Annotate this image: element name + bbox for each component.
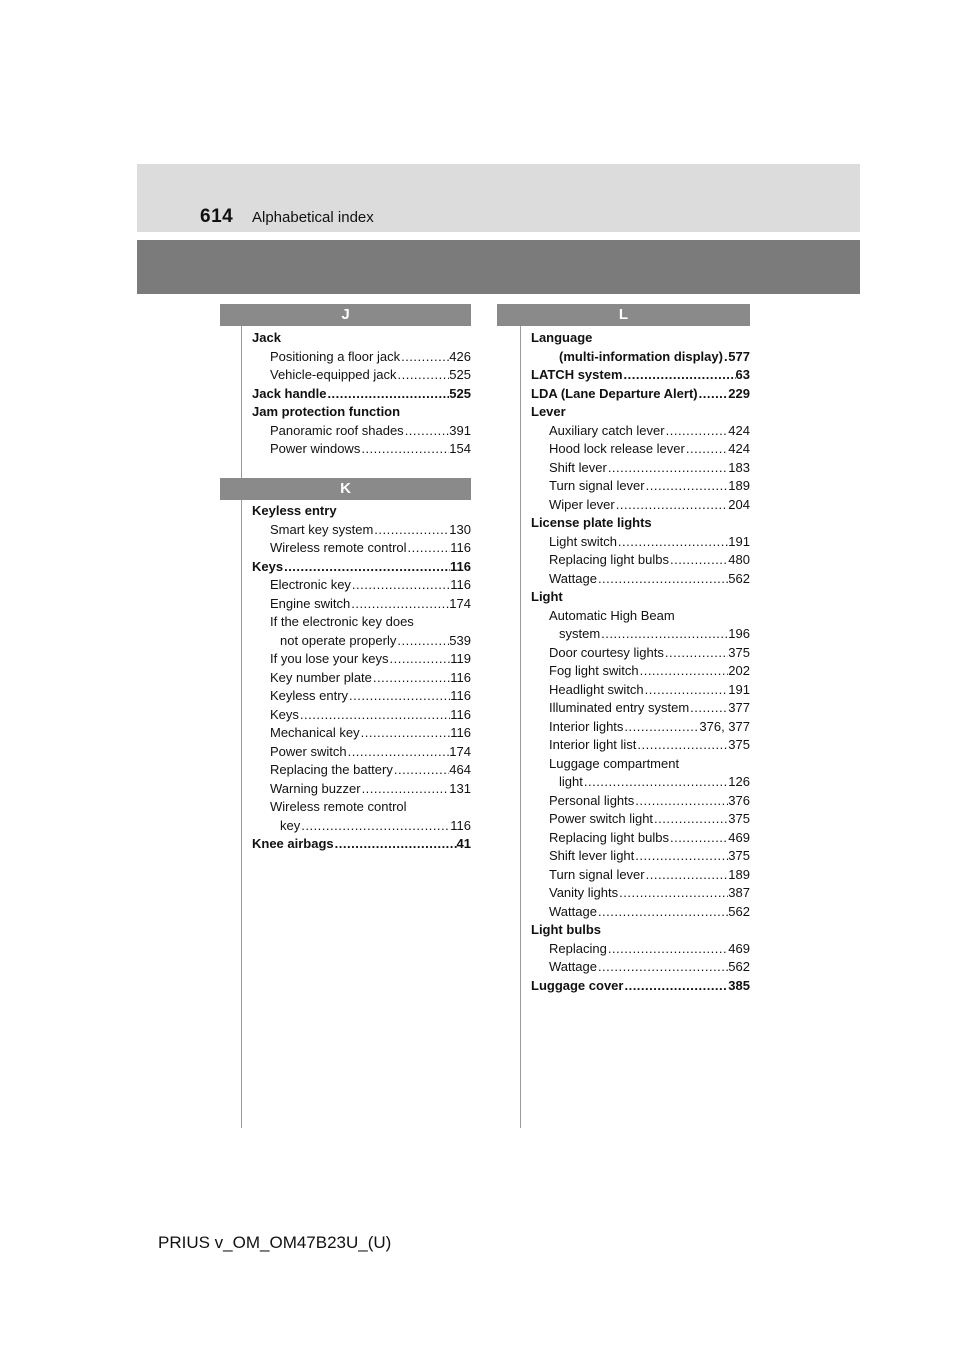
dot-leader	[689, 699, 728, 718]
page-reference: 426	[449, 348, 471, 364]
index-subentry	[531, 736, 750, 755]
entry-label: Illuminated entry system	[549, 700, 690, 715]
index-subentry	[531, 884, 750, 903]
index-subentry	[531, 551, 750, 570]
index-entry	[252, 835, 471, 854]
entry-label: Turn signal lever	[549, 866, 645, 882]
index-subentry	[252, 348, 471, 367]
index-subheading: Wireless remote control	[270, 799, 407, 814]
page-reference: 174	[449, 595, 471, 611]
index-subentry	[252, 539, 471, 558]
page-reference: 130	[449, 521, 471, 537]
page-reference: 63	[735, 367, 750, 382]
entry-label: Power windows	[270, 441, 361, 456]
index-subentry	[531, 792, 750, 811]
index-heading: Jam protection function	[252, 404, 401, 419]
entry-label: Interior light list	[549, 737, 637, 752]
entry-label: Auxiliary catch lever	[549, 422, 665, 438]
page-reference: 464	[449, 762, 471, 777]
index-subentry	[531, 699, 750, 718]
index-subentry	[252, 366, 471, 385]
entry-label: Turn signal lever	[549, 478, 645, 493]
page-number: 614	[200, 206, 234, 227]
index-subentry	[531, 810, 750, 829]
dot-leader	[623, 718, 699, 737]
dot-leader	[685, 440, 728, 459]
index-entry	[531, 366, 750, 385]
entry-label: Smart key system	[270, 521, 374, 537]
index-subentry	[252, 817, 471, 836]
page-reference: 391	[449, 422, 471, 438]
index-subentry	[531, 940, 750, 959]
index-subentry	[531, 496, 750, 515]
entry-label: Wattage	[549, 959, 597, 974]
index-subentry	[252, 632, 471, 651]
section-header-k: K	[220, 478, 471, 500]
page-reference: 469	[728, 940, 750, 956]
index-subentry	[252, 422, 471, 441]
dot-leader	[597, 570, 728, 589]
dot-leader	[636, 736, 728, 755]
entry-label: Key number plate	[270, 669, 372, 685]
dot-leader	[283, 558, 450, 577]
index-subentry	[252, 576, 471, 595]
page-reference: 154	[449, 441, 471, 456]
index-entry	[252, 385, 471, 404]
index-subentry	[252, 595, 471, 614]
entry-label: Keys	[252, 558, 284, 574]
entry-label: Shift lever light	[549, 848, 635, 863]
page-reference: 385	[728, 977, 750, 993]
dot-leader	[404, 422, 450, 441]
index-subentry	[531, 477, 750, 496]
index-subentry	[531, 440, 750, 459]
index-subentry	[252, 743, 471, 762]
dot-leader	[583, 773, 728, 792]
page-reference: 116	[450, 688, 471, 703]
entry-label: system	[559, 626, 601, 641]
index-subentry	[252, 706, 471, 725]
index-section-k	[252, 502, 471, 854]
page-reference: 116	[450, 817, 471, 833]
index-subentry	[252, 724, 471, 743]
dot-leader	[299, 706, 450, 725]
entry-label: Knee airbags	[252, 836, 334, 851]
index-subentry	[531, 866, 750, 885]
page-reference: 189	[728, 478, 750, 493]
index-subentry	[252, 521, 471, 540]
entry-label: not operate properly	[280, 632, 397, 648]
index-subheading: If the electronic key does	[270, 614, 414, 629]
page-reference: 375	[728, 811, 750, 826]
index-subentry	[531, 847, 750, 866]
index-subentry	[531, 829, 750, 848]
index-subentry	[531, 662, 750, 681]
page-reference: 191	[728, 681, 750, 697]
entry-label: Replacing the battery	[270, 762, 393, 777]
entry-label: Jack handle	[252, 385, 327, 401]
dot-leader	[653, 810, 728, 829]
dot-leader	[634, 792, 728, 811]
dot-leader	[347, 743, 450, 762]
header-band	[137, 164, 860, 232]
dot-leader	[348, 687, 450, 706]
page-reference: 480	[728, 552, 750, 567]
column-rule-left	[241, 318, 242, 1128]
dot-leader	[393, 761, 449, 780]
dot-leader	[665, 422, 729, 441]
entry-label: Wireless remote control	[270, 540, 407, 555]
entry-label: Vehicle-equipped jack	[270, 367, 397, 382]
index-entry	[252, 558, 471, 577]
entry-label: Positioning a floor jack	[270, 348, 401, 364]
entry-label: Keyless entry	[270, 688, 349, 703]
entry-label: Electronic key	[270, 577, 351, 592]
page-reference: 204	[728, 496, 750, 512]
page-title: Alphabetical index	[252, 209, 374, 226]
index-subentry	[252, 650, 471, 669]
dot-leader	[600, 625, 728, 644]
index-subentry	[531, 348, 750, 367]
dot-leader	[326, 385, 449, 404]
entry-label: Replacing light bulbs	[549, 829, 669, 845]
page-reference: 377	[728, 700, 750, 715]
page-reference: 375	[728, 644, 750, 660]
dot-leader	[407, 539, 451, 558]
dot-leader	[389, 650, 451, 669]
dot-leader	[334, 835, 457, 854]
entry-label: (multi-information display)	[559, 348, 723, 364]
dot-leader	[634, 847, 728, 866]
index-subentry	[531, 681, 750, 700]
page-reference: 116	[450, 669, 471, 685]
entry-label: Warning buzzer	[270, 780, 361, 796]
index-entry	[531, 977, 750, 996]
page-reference: 189	[728, 866, 750, 882]
page-reference: 116	[450, 577, 471, 592]
page-reference: 116	[450, 706, 471, 722]
entry-label: key	[280, 817, 301, 833]
dot-leader	[664, 644, 728, 663]
entry-label: Keys	[270, 706, 299, 722]
dot-leader	[372, 669, 450, 688]
dot-leader	[396, 632, 449, 651]
page-reference: 131	[449, 780, 471, 796]
index-heading: License plate lights	[531, 515, 652, 530]
entry-label: Wiper lever	[549, 496, 615, 512]
entry-label: Replacing light bulbs	[549, 552, 669, 567]
dot-leader	[698, 385, 729, 404]
entry-label: Power switch light	[549, 811, 654, 826]
index-subentry	[252, 761, 471, 780]
entry-label: Fog light switch	[549, 663, 639, 678]
entry-label: Engine switch	[270, 595, 351, 611]
entry-label: Vanity lights	[549, 885, 619, 900]
index-subheading: Automatic High Beam	[549, 607, 675, 623]
page-reference: 562	[728, 570, 750, 586]
entry-label: Mechanical key	[270, 725, 360, 740]
entry-label: Luggage cover	[531, 977, 624, 993]
entry-label: LDA (Lane Departure Alert)	[531, 385, 698, 401]
index-subentry	[531, 718, 750, 737]
dot-leader	[607, 940, 728, 959]
index-subentry	[531, 570, 750, 589]
page-reference: 375	[728, 737, 750, 752]
dot-leader	[645, 477, 729, 496]
page-reference: 387	[728, 885, 750, 900]
index-heading: Language	[531, 330, 593, 345]
dot-leader	[623, 366, 736, 385]
index-subentry	[252, 440, 471, 459]
index-entry	[531, 385, 750, 404]
index-subentry	[531, 422, 750, 441]
index-subentry	[531, 533, 750, 552]
page-reference: 562	[728, 903, 750, 919]
page-reference: 525	[449, 385, 471, 401]
entry-label: If you lose your keys	[270, 651, 389, 666]
page-reference: 202	[728, 663, 750, 678]
index-subentry	[531, 644, 750, 663]
section-header-l: L	[497, 304, 750, 326]
entry-label: Headlight switch	[549, 681, 644, 697]
index-subentry	[531, 625, 750, 644]
dot-leader	[361, 780, 450, 799]
dot-leader	[360, 440, 449, 459]
dot-leader	[400, 348, 449, 367]
page-reference: 424	[728, 441, 750, 456]
page-reference: 116	[450, 725, 471, 740]
page-reference: 376	[728, 792, 750, 808]
page-reference: 539	[449, 632, 471, 648]
entry-label: light	[559, 774, 583, 789]
index-heading: Light	[531, 589, 563, 604]
page-reference: 375	[728, 848, 750, 863]
page-reference: 376, 377	[699, 718, 750, 734]
dot-leader	[615, 496, 729, 515]
page-reference: 191	[728, 533, 750, 549]
chapter-band	[137, 240, 860, 294]
entry-label: Power switch	[270, 743, 347, 759]
page-reference: 116	[450, 558, 471, 574]
index-heading: Jack	[252, 330, 281, 345]
index-subentry	[252, 669, 471, 688]
index-heading: Lever	[531, 404, 566, 419]
index-subentry	[252, 687, 471, 706]
dot-leader	[350, 595, 449, 614]
index-subentry	[531, 773, 750, 792]
entry-label: Interior lights	[549, 718, 624, 734]
page-reference: 196	[728, 626, 750, 641]
dot-leader	[639, 662, 729, 681]
dot-leader	[617, 533, 728, 552]
index-heading: Keyless entry	[252, 503, 337, 518]
dot-leader	[669, 551, 728, 570]
dot-leader	[373, 521, 449, 540]
page-reference: 525	[449, 367, 471, 382]
dot-leader	[669, 829, 728, 848]
page-reference: 562	[728, 959, 750, 974]
dot-leader	[644, 681, 729, 700]
entry-label: Replacing	[549, 940, 607, 956]
entry-label: Door courtesy lights	[549, 644, 664, 660]
document-code: PRIUS v_OM_OM47B23U_(U)	[158, 1233, 392, 1252]
index-subentry	[252, 780, 471, 799]
dot-leader	[597, 958, 728, 977]
dot-leader	[607, 459, 728, 478]
page-reference: 126	[728, 774, 750, 789]
column-rule-right	[520, 318, 521, 1128]
page-reference: 41	[456, 836, 471, 851]
dot-leader	[360, 724, 451, 743]
dot-leader	[597, 903, 728, 922]
index-subheading: Luggage compartment	[549, 755, 680, 771]
dot-leader	[396, 366, 449, 385]
index-section-j	[252, 329, 471, 459]
entry-label: Light switch	[549, 533, 617, 549]
dot-leader	[645, 866, 729, 885]
dot-leader	[618, 884, 728, 903]
entry-label: Hood lock release lever	[549, 441, 685, 456]
page-reference: 174	[449, 743, 471, 759]
entry-label: Shift lever	[549, 459, 607, 475]
page-reference: 119	[450, 651, 471, 666]
entry-label: Personal lights	[549, 792, 635, 808]
entry-label: Wattage	[549, 903, 597, 919]
index-heading: Light bulbs	[531, 922, 602, 937]
dot-leader	[351, 576, 450, 595]
index-section-l	[531, 329, 750, 995]
page-reference: 183	[728, 459, 750, 475]
index-subentry	[531, 459, 750, 478]
section-header-j: J	[220, 304, 471, 326]
entry-label: LATCH system	[531, 367, 623, 382]
dot-leader	[623, 977, 728, 996]
page-reference: 116	[450, 540, 471, 555]
page-reference: 469	[728, 829, 750, 845]
entry-label: Wattage	[549, 570, 597, 586]
entry-label: Panoramic roof shades	[270, 422, 404, 438]
page-reference: 424	[728, 422, 750, 438]
page-reference: 229	[728, 385, 750, 401]
page-reference: 577	[728, 348, 750, 364]
index-subentry	[531, 958, 750, 977]
index-subentry	[531, 903, 750, 922]
dot-leader	[300, 817, 450, 836]
